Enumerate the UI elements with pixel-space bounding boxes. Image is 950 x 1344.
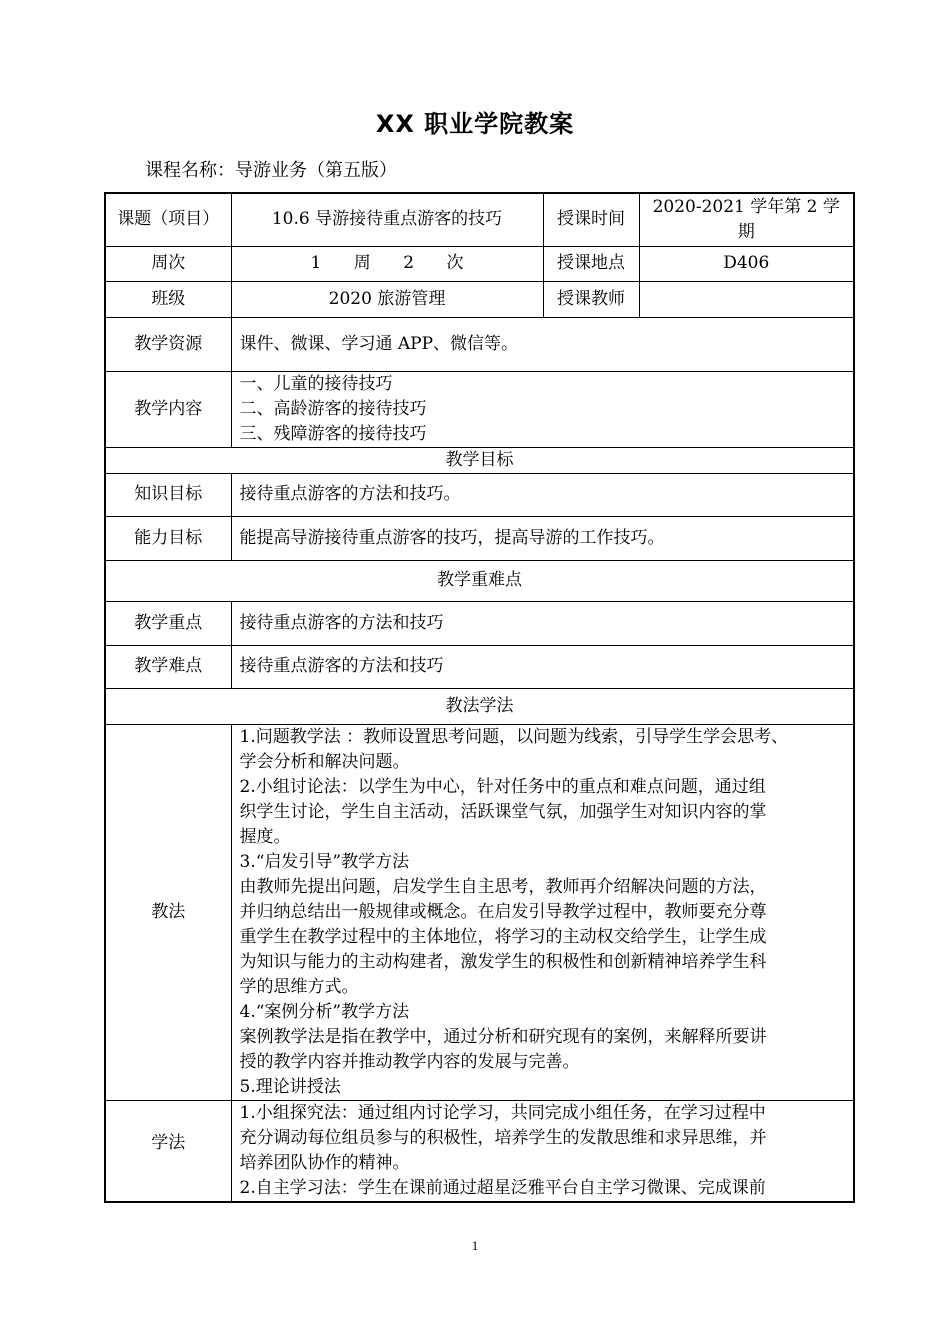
resources-label: 教学资源: [105, 317, 231, 371]
text-line: 4.“案例分析”教学方法: [239, 1001, 410, 1022]
teacher-value: [639, 281, 854, 317]
table-row: [105, 193, 854, 246]
text-line: 2.自主学习法：学生在课前通过超星泛雅平台自主学习微课、完成课前: [239, 1177, 766, 1198]
learning-method-label: 学法: [105, 1100, 231, 1202]
difficulty-label: 教学难点: [105, 645, 231, 688]
table-row: [105, 645, 854, 688]
table-row: [105, 1100, 854, 1202]
text-line: 由教师先提出问题，启发学生自主思考，教师再介绍解决问题的方法，: [239, 876, 767, 897]
time-label: 授课时间: [543, 193, 639, 246]
text-line: 织学生讨论，学生自主活动，活跃课堂气氛，加强学生对知识内容的掌: [239, 801, 767, 822]
text-line: 2.小组讨论法：以学生为中心，针对任务中的重点和难点问题，通过组: [239, 776, 766, 797]
content-label: 教学内容: [105, 371, 231, 447]
class-label: 班级: [105, 281, 231, 317]
ability-label: 能力目标: [105, 516, 231, 560]
text-line: 1.问题教学法 ：教师设置思考问题，以问题为线索，引导学生学会思考、: [239, 726, 789, 747]
topic-label: 课题（项目）: [105, 193, 231, 246]
learning-method-text: [231, 1100, 854, 1202]
class-value: 2020 旅游管理: [231, 281, 543, 317]
week-label: 周次: [105, 246, 231, 281]
topic-value: 10.6 导游接待重点游客的技巧: [231, 193, 543, 246]
lesson-plan-table: [104, 192, 855, 1203]
page-title: XX 职业学院教案: [375, 110, 575, 138]
text-line: 培养团队协作的精神。: [239, 1152, 410, 1173]
text-line: 3.“启发引导”教学方法: [239, 851, 410, 872]
focus-label: 教学重点: [105, 601, 231, 645]
table-row: [105, 317, 854, 371]
ability-value: 能提高导游接待重点游客的技巧，提高导游的工作技巧。: [231, 516, 854, 560]
place-label: 授课地点: [543, 246, 639, 281]
table-row: [105, 447, 854, 473]
text-line: 重学生在教学过程中的主体地位，将学习的主动权交给学生，让学生成: [239, 926, 767, 947]
difficulty-value: 接待重点游客的方法和技巧: [231, 645, 854, 688]
text-line: 为知识与能力的主动构建者，激发学生的积极性和创新精神培养学生科: [239, 951, 767, 972]
text-line: 授的教学内容并推动教学内容的发展与完善。: [239, 1051, 580, 1072]
table-row: [105, 246, 854, 281]
teacher-label: 授课教师: [543, 281, 639, 317]
table-row: [105, 560, 854, 601]
teaching-method-text: [231, 724, 854, 1100]
table-row: [105, 724, 854, 1100]
knowledge-label: 知识目标: [105, 473, 231, 516]
text-line: 5.理论讲授法: [239, 1076, 341, 1097]
text-line: 学的思维方式。: [239, 976, 359, 997]
keypoints-header: 教学重难点: [105, 560, 854, 601]
course-name: 课程名称：导游业务（第五版）: [145, 160, 397, 181]
page-number: 1: [471, 1238, 479, 1253]
text-line: 学会分析和解决问题。: [239, 751, 410, 772]
text-line: 案例教学法是指在教学中，通过分析和研究现有的案例，来解释所要讲: [239, 1026, 767, 1047]
text-line: 充分调动每位组员参与的积极性，培养学生的发散思维和求异思维，并: [239, 1127, 767, 1148]
text-line: 1.小组探究法：通过组内讨论学习，共同完成小组任务，在学习过程中: [239, 1102, 766, 1123]
content-list: [231, 371, 854, 447]
place-value: D406: [639, 246, 854, 281]
text-line: 并归纳总结出一般规律或概念。在启发引导教学过程中，教师要充分尊: [239, 901, 767, 922]
list-item: 一、儿童的接待技巧: [239, 373, 393, 394]
week-value: 1 周 2 次: [231, 246, 543, 281]
text-line: 握度。: [239, 826, 291, 847]
resources-value: 课件、微课、学习通 APP、微信等。: [231, 317, 854, 371]
list-item: 三、残障游客的接待技巧: [239, 423, 427, 444]
table-row: [105, 516, 854, 560]
goals-header: 教学目标: [105, 447, 854, 473]
methods-header: 教法学法: [105, 688, 854, 724]
teaching-method-label: 教法: [105, 724, 231, 1100]
focus-value: 接待重点游客的方法和技巧: [231, 601, 854, 645]
table-row: [105, 281, 854, 317]
time-value: 2020-2021 学年第 2 学期: [639, 193, 854, 246]
list-item: 二、高龄游客的接待技巧: [239, 398, 427, 419]
table-row: [105, 473, 854, 516]
table-row: [105, 688, 854, 724]
table-row: [105, 601, 854, 645]
table-row: [105, 371, 854, 447]
knowledge-value: 接待重点游客的方法和技巧。: [231, 473, 854, 516]
